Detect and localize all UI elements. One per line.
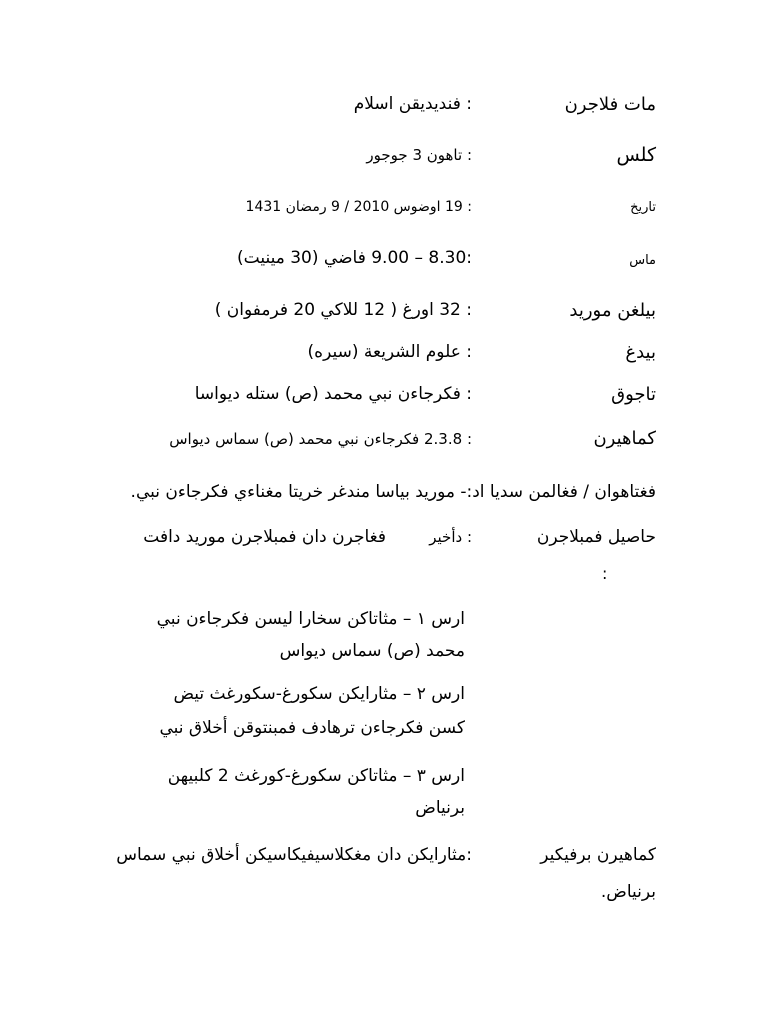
- field-value: : علوم الشريعة (سيره): [307, 342, 472, 362]
- field-label: بيدغ: [625, 342, 656, 363]
- topic-label: تاجوق: [611, 384, 656, 405]
- level-2-line-2: كسن فكرجاءن ترهادف فمبنتوقن أخلاق نبي: [159, 718, 465, 738]
- level-2-line-1: ارس ٢ – مثارايكن سكورغ-سكورغث تيض: [173, 684, 465, 704]
- skill-value: : 2.3.8 فكرجاءن نبي محمد (ص) سماس ديواس: [169, 430, 472, 448]
- level-1-line-2: محمد (ص) سماس ديواس: [279, 641, 465, 661]
- time-label: ماس: [629, 253, 656, 268]
- outcomes-colon: :: [602, 564, 608, 583]
- subject-label: مات فلاجرن: [564, 94, 656, 115]
- class-label: كلس: [616, 144, 656, 166]
- date-value: : 19 اوضوس 2010 / 9 رمضان 1431: [245, 199, 472, 215]
- skill-label: كماهيرن: [593, 428, 656, 449]
- date-label: تاريخ: [630, 200, 656, 215]
- thinking-skills-label: كماهيرن برفيكير: [540, 845, 656, 865]
- topic-value: : فكرجاءن نبي محمد (ص) ستله ديواسا: [194, 384, 472, 404]
- prior-knowledge: فغتاهوان / فغالمن سديا اد:- موريد بياسا مندغر خريتا مغناءي فكرجاءن نبي.: [130, 482, 656, 502]
- outcomes-label: حاصيل فمبلاجرن: [536, 527, 656, 547]
- outcomes-lead: : دأخير: [429, 528, 472, 546]
- level-3-line-2: برنياض: [415, 798, 465, 818]
- thinking-skills-continuation: برنياض.: [600, 882, 656, 902]
- thinking-skills-value: :مثارايكن دان مغكلاسيفيكاسيكن أخلاق نبي سماس: [116, 845, 472, 865]
- students-label: بيلغن موريد: [569, 300, 656, 321]
- level-1-line-1: ارس ١ – مثاتاكن سخارا ليسن فكرجاءن نبي: [156, 609, 465, 629]
- time-value: :8.30 – 9.00 فاضي (30 مينيت): [237, 248, 472, 268]
- outcomes-value: فغاجرن دان فمبلاجرن موريد دافت: [143, 527, 386, 547]
- class-value: : تاهون 3 جوجور: [366, 146, 472, 164]
- level-3-line-1: ارس ٣ – مثاتاكن سكورغ-كورغث 2 كلبيهن: [167, 766, 465, 786]
- subject-value: : فنديديقن اسلام: [353, 94, 472, 114]
- students-value: : 32 اورغ ( 12 للاكي 20 فرمفوان ): [214, 300, 472, 320]
